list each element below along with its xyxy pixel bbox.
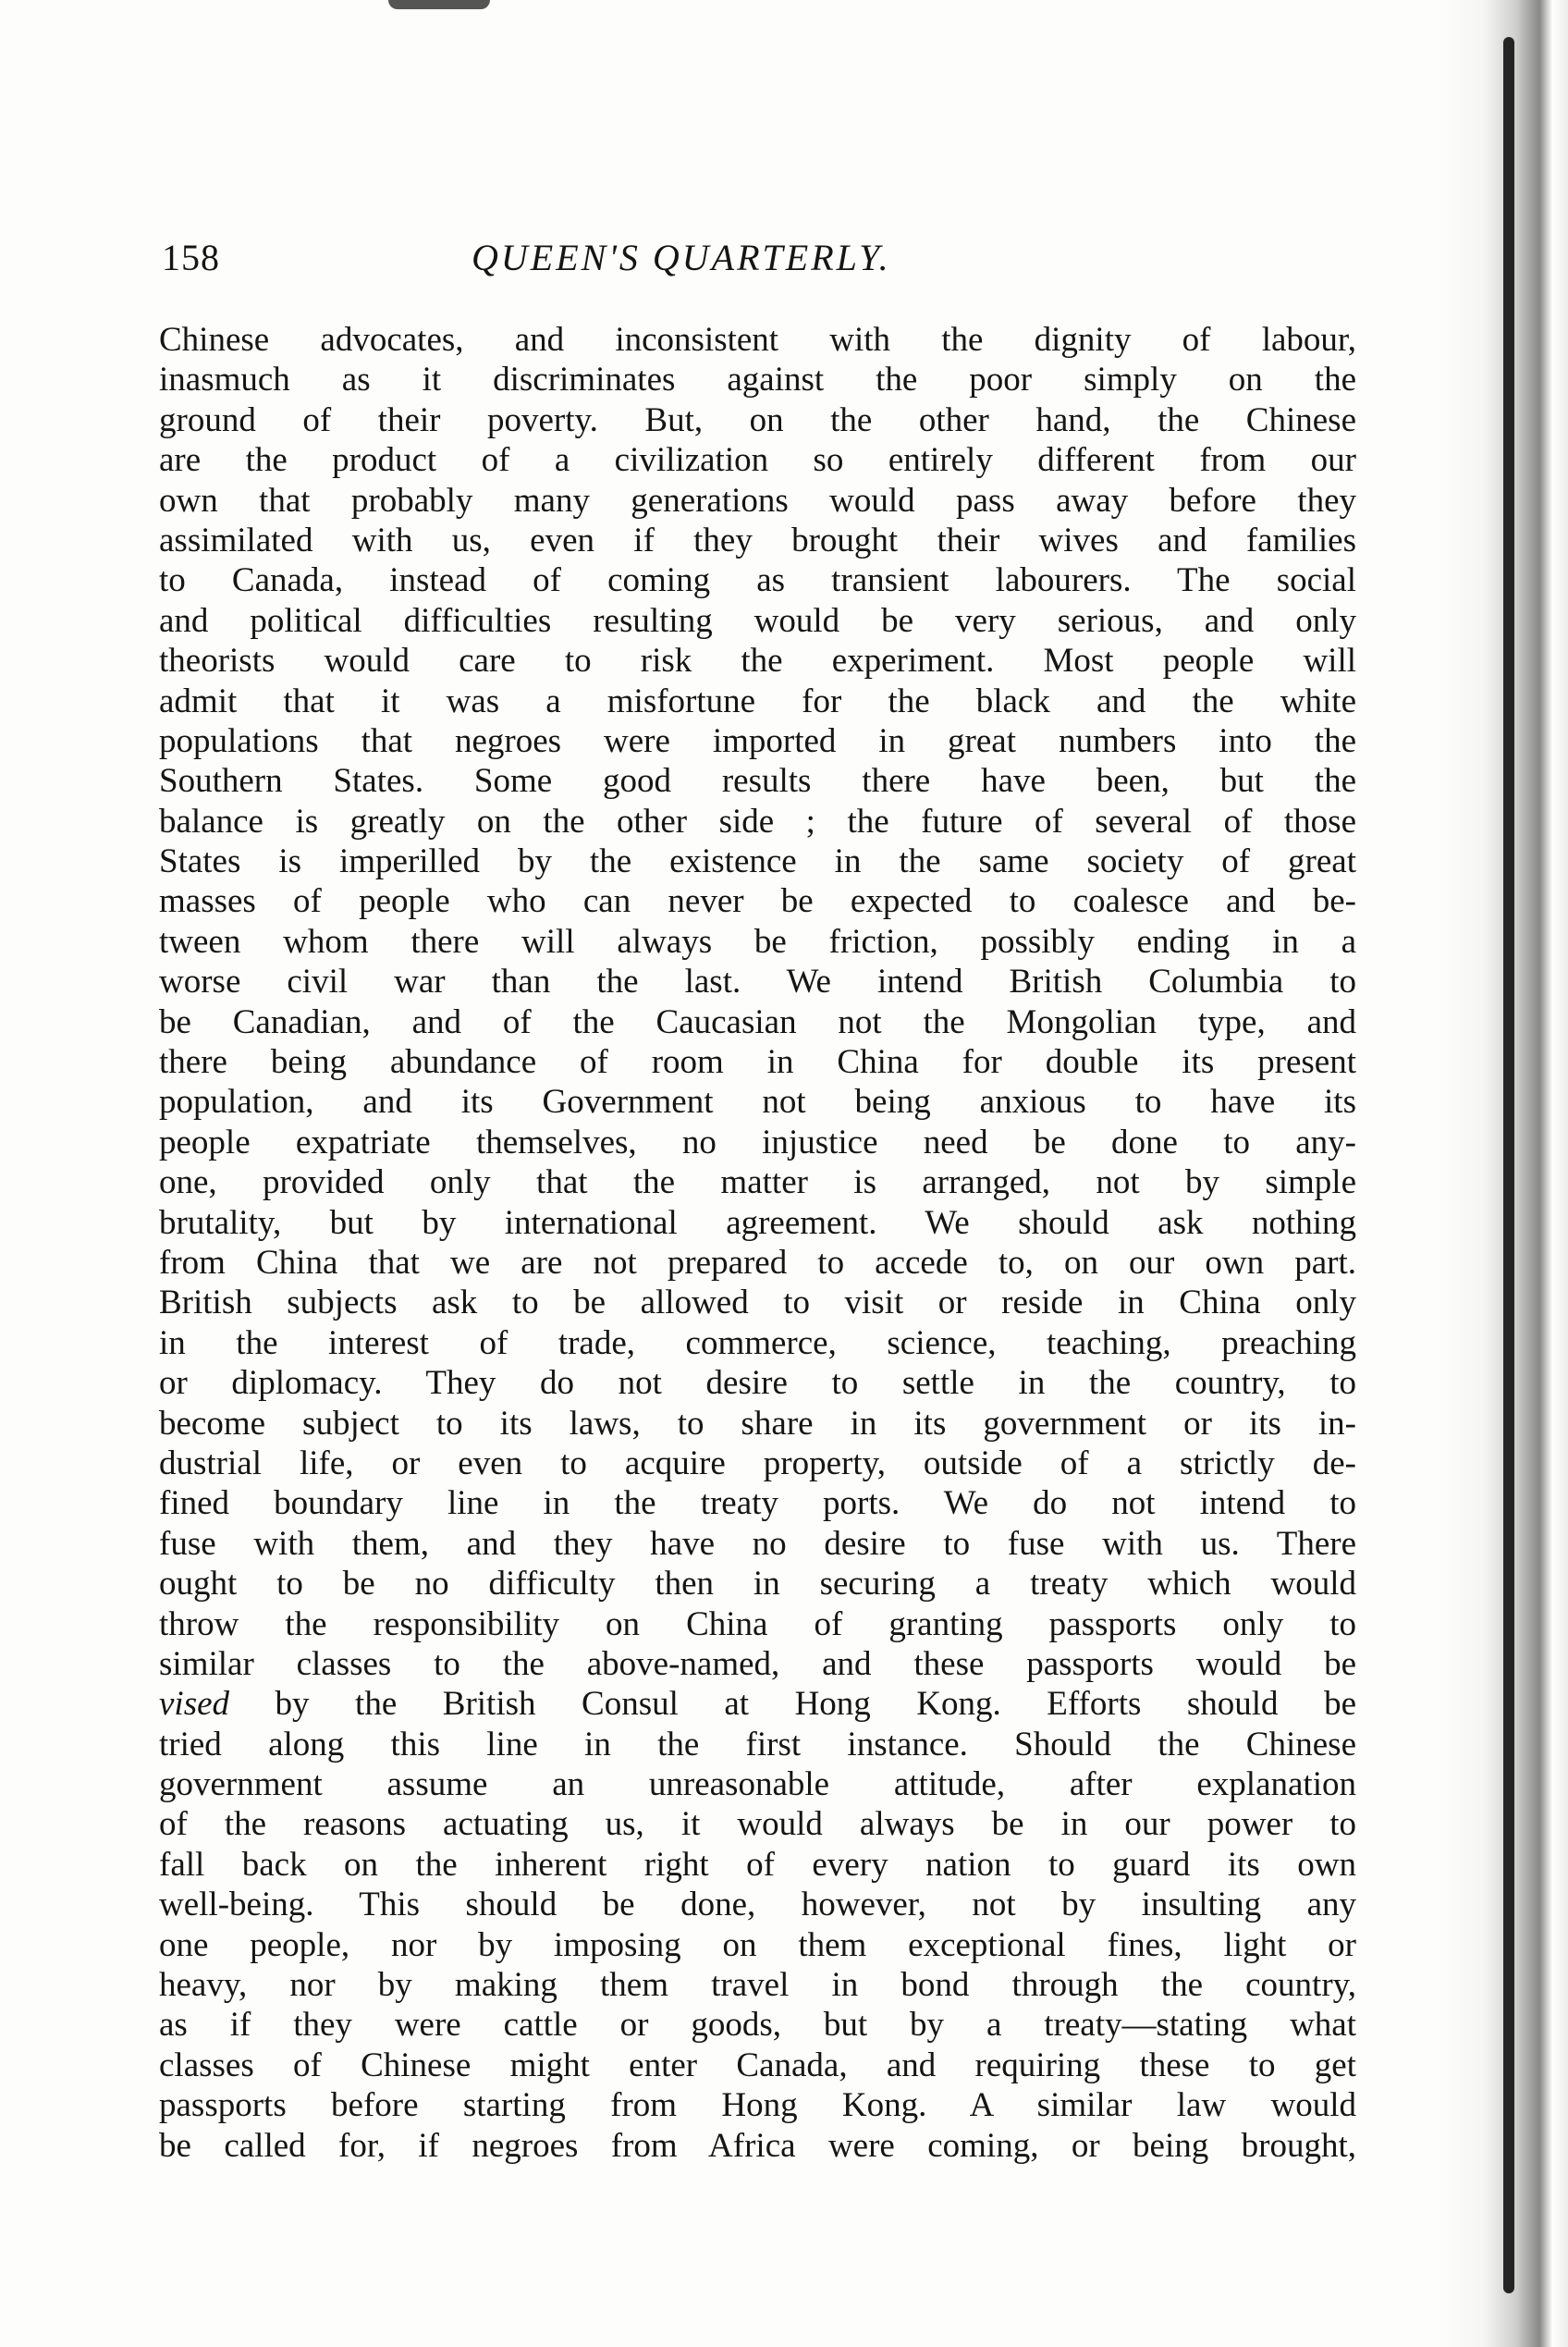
page-number: 158 bbox=[162, 237, 220, 278]
text-line: or diplomacy. They do not desire to settle in the country, to bbox=[159, 1364, 1356, 1403]
text-line: worse civil war than the last. We intend British Columbia to bbox=[159, 963, 1356, 1001]
text-line: ground of their poverty. But, on the other hand, the Chinese bbox=[159, 400, 1356, 439]
text-line: ought to be no difficulty then in securing a treaty which would bbox=[159, 1565, 1356, 1604]
text-line: people expatriate themselves, no injustice need be done to any- bbox=[159, 1123, 1356, 1161]
text-line: population, and its Government not being anxious to have its bbox=[159, 1083, 1356, 1122]
text-line: be Canadian, and of the Caucasian not the Mongolian type, and bbox=[159, 1002, 1356, 1041]
text-line: masses of people who can never be expected to coalesce and be- bbox=[159, 882, 1356, 921]
text-line: fall back on the inherent right of every nation to guard its own bbox=[159, 1845, 1356, 1884]
text-line: inasmuch as it discriminates against the poor simply on the bbox=[159, 361, 1356, 399]
text-line: brutality, but by international agreement. We should ask nothing bbox=[159, 1203, 1356, 1242]
text-line: as if they were cattle or goods, but by a treaty—stating what bbox=[159, 2006, 1356, 2045]
ink-smudge bbox=[388, 0, 490, 9]
italic-word: vised bbox=[159, 1685, 230, 1724]
text-line: there being abundance of room in China for double its present bbox=[159, 1043, 1356, 1082]
text-line: well-being. This should be done, however, not by insulting any bbox=[159, 1886, 1356, 1924]
text-line: assimilated with us, even if they brought their wives and families bbox=[159, 521, 1356, 559]
text-line: populations that negroes were imported in great numbers into the bbox=[159, 721, 1356, 760]
text-line: theorists would care to risk the experiment. Most people will bbox=[159, 642, 1356, 681]
text-line: one people, nor by imposing on them exceptional fines, light or bbox=[159, 1925, 1356, 1964]
text-line: in the interest of trade, commerce, science, teaching, preaching bbox=[159, 1323, 1356, 1362]
body-text bbox=[159, 320, 1379, 2166]
binding-edge bbox=[1503, 37, 1514, 2293]
text-line: heavy, nor by making them travel in bond through the country, bbox=[159, 1966, 1356, 2005]
text-line: and political difficulties resulting would be very serious, and only bbox=[159, 601, 1356, 640]
text-line: balance is greatly on the other side ; the future of several of those bbox=[159, 802, 1356, 841]
text-line: fined boundary line in the treaty ports. We do not intend to bbox=[159, 1484, 1356, 1523]
text-line: fuse with them, and they have no desire to fuse with us. There bbox=[159, 1524, 1356, 1563]
text-line: be called for, if negroes from Africa were coming, or being brought, bbox=[159, 2126, 1356, 2165]
text-line: own that probably many generations would pass away before they bbox=[159, 481, 1356, 520]
text-line: from China that we are not prepared to accede to, on our own part. bbox=[159, 1243, 1356, 1282]
text-line: Southern States. Some good results there have been, but the bbox=[159, 762, 1356, 801]
text-line: are the product of a civilization so entirely different from our bbox=[159, 441, 1356, 480]
text-line: passports before starting from Hong Kong. A similar law would bbox=[159, 2086, 1356, 2125]
text-line: similar classes to the above-named, and these passports would be bbox=[159, 1644, 1356, 1683]
text-line: States is imperilled by the existence in the same society of great bbox=[159, 842, 1356, 881]
text-line: British subjects ask to be allowed to visit or reside in China only bbox=[159, 1284, 1356, 1322]
text-line: government assume an unreasonable attitude, after explanation bbox=[159, 1765, 1356, 1804]
running-head: QUEEN'S QUARTERLY. bbox=[472, 237, 891, 278]
text-line: tried along this line in the first instance. Should the Chinese bbox=[159, 1725, 1356, 1763]
text-line: Chinese advocates, and inconsistent with the dignity of labour, bbox=[159, 321, 1356, 359]
text-line: classes of Chinese might enter Canada, and requiring these to get bbox=[159, 2046, 1356, 2084]
text-line: throw the responsibility on China of granting passports only to bbox=[159, 1604, 1356, 1643]
text-line: to Canada, instead of coming as transient labourers. The social bbox=[159, 561, 1356, 600]
page-header bbox=[162, 236, 1364, 291]
text-line: become subject to its laws, to share in its government or its in- bbox=[159, 1404, 1356, 1443]
text-line: admit that it was a misfortune for the black and the white bbox=[159, 682, 1356, 720]
text-line: tween whom there will always be friction, possibly ending in a bbox=[159, 922, 1356, 961]
text-line: vised by the British Consul at Hong Kong. Efforts should be bbox=[159, 1685, 1356, 1724]
text-line: of the reasons actuating us, it would always be in our power to bbox=[159, 1805, 1356, 1844]
text-line: dustrial life, or even to acquire property, outside of a strictly de- bbox=[159, 1444, 1356, 1482]
text-line: one, provided only that the matter is arranged, not by simple bbox=[159, 1163, 1356, 1202]
